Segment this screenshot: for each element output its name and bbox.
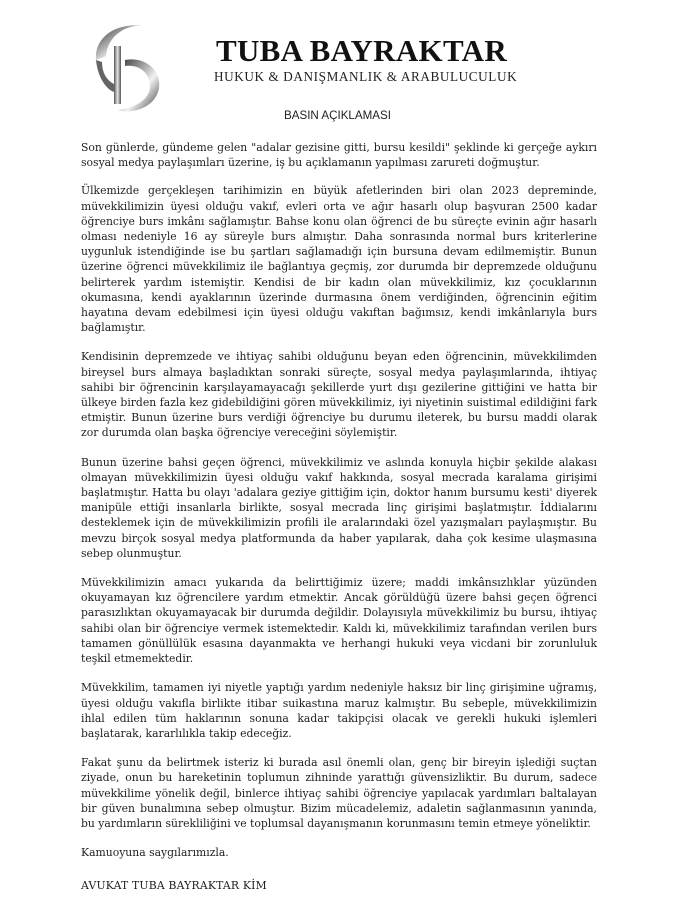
- paragraph-intro: Son günlerde, gündeme gelen "adalar gezisine gitti, bursu kesildi" şeklinde ki gerçeğe aykırı sosyal medya paylaşımları üzerine, iş bu açıklamanın yapılması zarureti doğmuştur.: [81, 141, 597, 170]
- document-title: BASIN AÇIKLAMASI: [284, 109, 391, 122]
- paragraph-conclusion: Fakat şunu da belirtmek isteriz ki burada asıl önemli olan, genç bir bireyin işlediği suçtan ziyade, onun bu hareketinin toplumun zihninde yarattığı güvensizliktir. Bu durum, sadece müvekkilime yönelik değil, binlerce ihtiyaç sahibi öğrenciye yapılacak yardımları baltalayan bir güven bunalımına sebep olmuştur. Bizim mücadelemiz, adaletin sağlanmasının yanında, bu yardımların sürekliliğini ve toplumsal dayanışmanın korunmasını temin etmeye yöneliktir.: [81, 756, 597, 830]
- firm-logo: [88, 20, 166, 116]
- paragraph-smear-campaign: Bunun üzerine bahsi geçen öğrenci, müvekkilimiz ve aslında konuyla hiçbir şekilde alakası olmayan müvekkilimizin üyesi olduğu vakıf hakkında, sosyal mecrada karalama girişimi başlatmıştır. Hatta bu olayı 'adalara geziye gittiğim için, doktor hanım bursumu kesti' diyerek manipüle ettiği insanlarla birlikte, sosyal mecrada linç girişimi başlatmıştır. İddialarını desteklemek için de müvekkilimizin profili ile aralarındaki özel yazışmaları paylaşmıştır. Bu mevzu birçok sosyal medya platformunda da haber yapılarak, daha çok kesime ulaşmasına sebep olunmuştur.: [81, 455, 597, 560]
- paragraph-purpose: Müvekkilimizin amacı yukarıda da belirttiğimiz üzere; maddi imkânsızlıklar yüzünden okuyamayan kız öğrencilere yardım etmektir. Ancak görüldüğü üzere bahsi geçen öğrenci parasızlıktan okuyamayacak bir durumda değildir. Dolayısıyla müvekkilimiz bu bursu, ihtiyaç sahibi olan bir öğrenciye vermek istemektedir. Kaldı ki, müvekkilimiz tarafından verilen burs tamamen gönüllülük esasına dayanmakta ve herhangi hukuki veya vicdani bir zorunluluk teşkil etmemektedir.: [81, 576, 597, 666]
- document-body: [81, 140, 597, 894]
- closing-line: Kamuoyuna saygılarımızla.: [81, 846, 229, 860]
- signature: AVUKAT TUBA BAYRAKTAR KİM: [81, 879, 267, 893]
- firm-name: TUBA BAYRAKTAR: [216, 33, 508, 68]
- paragraph-legal-action: Müvekkilim, tamamen iyi niyetle yaptığı yardım nedeniyle haksız bir linç girişimine uğramış, üyesi olduğu vakıfla birlikte itibar suikastına maruz kalmıştır. Bu sebeple, müvekkilimizin ihlal edilen tüm haklarının sonuna kadar takipçisi olacak ve gerekli hukuki işlemleri başlatarak, kararlılıkla takip edeceğiz.: [81, 681, 597, 740]
- paragraph-misuse: Kendisinin depremzede ve ihtiyaç sahibi olduğunu beyan eden öğrencinin, müvekkilimden bireysel burs almaya başladıktan sonraki süreçte, sosyal medya paylaşımlarında, ihtiyaç sahibi bir öğrencinin karşılayamayacağı şekillerde yurt dışı gezilerine gittiğini ve hatta bir ülkeye birden fazla kez gidebildiğini gören müvekkilimiz, iyi niyetinin suistimal edildiğini fark etmiştir. Bunun üzerine burs verdiği öğrenciye bu durumu ileterek, bu bursu maddi olarak zor durumda olan başka öğrenciye vereceğini söylemiştir.: [81, 350, 597, 440]
- paragraph-background: Ülkemizde gerçekleşen tarihimizin en büyük afetlerinden biri olan 2023 depreminde, müvekkilimizin üyesi olduğu vakıf, evleri orta ve ağır hasarlı olup başvuran 2500 kadar öğrenciye burs imkânı sağlamıştır. Bahse konu olan öğrenci de bu süreçte evinin ağır hasarlı olması nedeniyle 16 ay süreyle burs almıştır. Daha sonrasında normal burs kriterlerine uygunluk istendiğinde ise bu şartları sağlamadığı için bursuna devam edilmemiştir. Bunun üzerine öğrenci müvekkilimiz ile bağlantıya geçmiş, zor durumda bir depremzede olduğunu belirterek yardım istemiştir. Kendisi de bir kadın olan müvekkilimiz, kız çocuklarının okumasına, kendi ayaklarının üzerinde durmasına önem verdiğinden, öğrencinin eğitim hayatına devam edebilmesi için üyesi olduğu vakıftan bağımsız, kendi imkânlarıyla burs bağlamıştır.: [81, 184, 597, 335]
- firm-subtitle: HUKUK & DANIŞMANLIK & ARABULUCULUK: [214, 69, 518, 84]
